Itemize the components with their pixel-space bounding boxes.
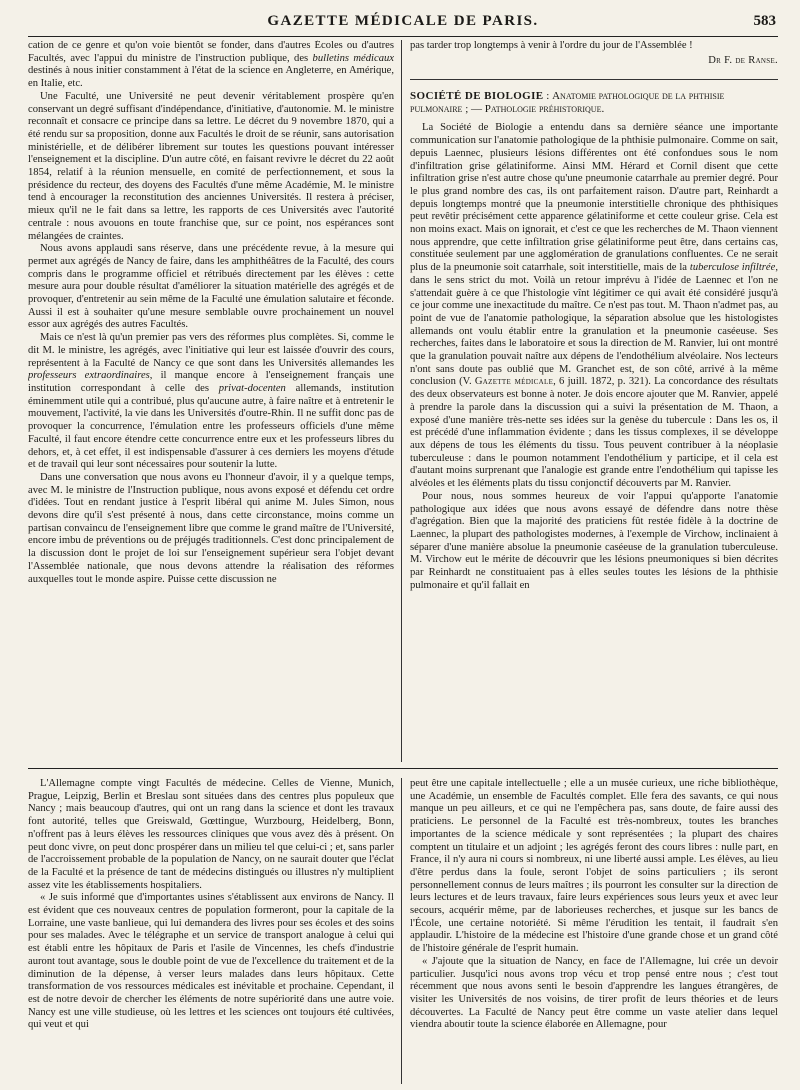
column-bottom-left: [28, 778, 394, 1084]
italic-term: privat-docenten: [218, 382, 286, 394]
paragraph: Pour nous, nous sommes heureux de voir l'appui qu'apporte l'anatomie pathologique aux idées que nous avons essayé de défendre dans notre thèse d'agrégation. Bien que la majorité des praticiens fût restée fidèle à la doctrine de Laennec, la plupart des pathologistes modernes, à l'exemple de Virchow, inclinaient à séparer d'une manière absolue la pneumonie caséeuse de la granulation tuberculeuse. M. Virchow eut le mérite de découvrir que les lésions pneumoniques si bien décrites par Reinhardt ne constituaient pas à elles seules toutes les lésions de la phthisie pulmonaire et qu'il fallait en: [410, 490, 778, 591]
column-top-left: [28, 40, 394, 764]
column-top-right: [410, 40, 778, 764]
running-header: [28, 10, 778, 37]
section-title: SOCIÉTÉ DE BIOLOGIE: [410, 90, 544, 103]
italic-term: professeurs extraordinaires: [28, 370, 150, 382]
column-bottom-right: [410, 778, 778, 1084]
paragraph: cation de ce genre et qu'on voie bientôt se fonder, dans d'autres Écoles ou d'autres Facultés, avec l'appui du ministre de l'instruction publique, des bulletins médicaux destinés à nous initier constamment à l'état de la science en Angleterre, en Amérique, en Italie, etc.: [28, 40, 394, 90]
journal-citation: Gazette médicale: [474, 376, 554, 388]
section-separator: [410, 79, 778, 80]
paragraph: Nous avons applaudi sans réserve, dans une précédente revue, à la mesure qui permet aux agrégés de Nancy de faire, dans les amphithéâtres de la Faculté, des cours compris dans le programme officiel et rétribués directement par les élèves : cette mesure aura pour double résultat d'améliorer la situation matérielle des agrégés et de provoquer, d'entretenir au sein même de la Faculté une émulation salutaire et féconde. Aussi il est à souhaiter qu'une mesure semblable ouvre prochainement un nouvel essor aux agrégés des autres Facultés.: [28, 243, 394, 331]
section-subtitle: Anatomie pathologique de la phthisie pulmonaire ; — Pathologie préhistorique.: [410, 90, 725, 116]
italic-term: bulletins médicaux: [312, 52, 394, 64]
author-signature: Dr F. de Ranse.: [708, 54, 778, 66]
paragraph: peut être une capitale intellectuelle ; elle a un musée curieux, une riche bibliothèque, une Académie, un ensemble de Facultés complet. Elle fera des savants, ce qui nous manque un peu ailleurs, et ce qui ne l'empêchera pas, sans doute, de faire aussi des praticiens. Le personnel de la Faculté est très-nombreux, toutes les branches importantes de la science médicale y sont représentées ; la plupart des chaires comptent un titulaire et un adjoint ; les agrégés feront des cours libres : nulle part, en France, il n'y aura ni cours si nombreux, ni une liberté aussi ample. Les élèves, au lieu d'être perdus dans la foule, seront l'objet de soins particuliers ; ils seront personnellement connus de leurs maîtres ; ils pourront les consulter sur la direction de leurs lectures et de leurs travaux, faire leurs expériences sous leurs yeux et avec leur secours, acquérir même, par de laborieuses recherches, et jusque sur les bancs de l'École, une certaine notoriété. Si même l'érudition les tentait, il faudrait s'en applaudir. L'histoire de la médecine est l'histoire d'une grande chose et un grand côté de l'histoire générale de l'esprit humain.: [410, 778, 778, 955]
paragraph: Mais ce n'est là qu'un premier pas vers des réformes plus complètes. Si, comme le dit M. le ministre, les agrégés, avec l'initiative qui leur est laissée d'ouvrir des cours, représentent à la Faculté de Nancy ce que sont dans les Universités allemandes les professeurs extraordinaires, il manque encore à l'enseignement français une institution correspondant à celle des privat-docenten allemands, institution éminemment utile qui a contribué, plus qu'aucune autre, à faire naître et à entretenir le mouvement, l'activité, la vie dans les Universités d'outre-Rhin. Il ne suffit donc pas de provoquer la concurrence, l'émulation entre les professeurs officiels d'une même Faculté, il faut encore étendre cette concurrence entre eux et les professeurs libres du dehors, et, à cet effet, il est indispensable d'assurer à ces derniers les moyens d'étude et de travail qui leur sont nécessaires pour soutenir la lutte.: [28, 332, 394, 471]
paragraph: pas tarder trop longtemps à venir à l'ordre du jour de l'Assemblée !: [410, 40, 693, 51]
paragraph: « Je suis informé que d'importantes usines s'établissent aux environs de Nancy. Il est évident que ces nouveaux centres de population formeront, pour la capitale de la Lorraine, une vaste banlieue, qui lui demandera des livres pour ses écoles et des soins pour ses malades. Avec le télégraphe et un service de transport analogue à celui qui est établi entre les hôpitaux de Paris et l'asile de Vincennes, les chefs d'industrie auront tout avantage, sous le double point de vue de l'excellence du traitement et de la diminution de la dépense, à verser leurs malades dans leurs hôpitaux. Cette transformation de vos ressources médicales est inévitable et prochaine. Cependant, il est de notre devoir de chercher les éléments de notre supériorité dans une autre voie. Nancy est une ville studieuse, où les lettres et les sciences ont toujours été cultivées, qui veut et qui: [28, 892, 394, 1031]
section-heading: SOCIÉTÉ DE BIOLOGIE : Anatomie pathologique de la phthisie pulmonaire ; — Pathologie préhistorique.: [410, 90, 725, 116]
paragraph: Une Faculté, une Université ne peut devenir véritablement prospère qu'en conservant un degré suffisant d'indépendance, d'initiative, d'autonomie. M. le ministre reconnaît et consacre ce principe dans sa lettre. Le décret du 9 novembre 1870, qui a été rendu sur sa proposition, donne aux Facultés le droit de se réunir, sans autorisation ministérielle, et de délibérer librement sur toutes les questions pouvant intéresser l'enseignement et la discipline. D'un autre côté, en faisant revivre le décret du 22 août 1854, relatif à la réunion mensuelle, en comité de perfectionnement, et sous la présidence du recteur, des doyens des Facultés d'une même Académie, M. le ministre tend à encourager la reconstitution des anciennes Universités. Il restera à préciser, mieux qu'il ne le fait dans sa lettre, les rapports de ces Universités avec l'autorité centrale : nous avouons en toute franchise que, sur ce point, nos espérances sont mélangées de craintes.: [28, 90, 394, 242]
page-number: 583: [753, 13, 776, 29]
paragraph: La Société de Biologie a entendu dans sa dernière séance une importante communication sur l'anatomie pathologique de la phthisie pulmonaire. Comme on sait, depuis Laennec, plusieurs lésions différentes ont été confondues sous le nom d'infiltration grise gélatiniforme. Ainsi MM. Hérard et Cornil disent que cette infiltration grise n'est autre chose qu'une pneumonie catarrhale au premier degré. Pour le plus grand nombre des cas, ils ont parfaitement raison. D'autre part, Reinhardt a depuis longtemps montré que la pneumonie interstitielle chronique des phthisiques peut revêtir précisément cette apparence gélatiniforme et cette couleur grise. Cela est non moins exact. Mais on ignorait, et c'est ce que les recherches de M. Thaon viennent nous apprendre, que cette infiltration grise gélatiniforme peut être, dans certains cas, constituée seulement par une agglomération de granulations confluentes. Ce ne serait plus de la pneumonie soit catarrhale, soit interstitielle, mais de la tuberculose infiltrée, dans le sens strict du mot. Voilà un retour imprévu à l'idée de Laennec et l'on ne s'attendait guère à ce que l'histologie vînt légitimer ce qui avait été considéré jusqu'à ce jour comme une inexactitude du maître. Ce n'est pas tout. M. Thaon n'admet pas, au point de vue de l'anatomie pathologique, la séparation absolue que les histologistes allemands ont voulu établir entre la granulation et la pneumonie caséeuse. Ses recherches, faites dans le laboratoire et sous la direction de M. Ranvier, lui ont montré que la granulation pouvait naître aux dépens de l'endothélium alvéolaire. Nos lecteurs n'ont sans doute pas oublié que M. Granchet est, de son côté, arrivé à la même conclusion (V. Gazette médicale, 6 juill. 1872, p. 321). La concordance des résultats des deux observateurs est bonne à noter. Je dois encore ajouter que M. Ranvier, appelé à prendre la parole dans la discussion qui a suivi la présentation de M. Thaon, a exposé d'une manière très-nette ses idées sur la genèse du tubercule : Dans les os, il est précédé d'une inflammation évidente ; dans les tissus complexes, il se développe aux dépens de tous les éléments du tissu. Tous peuvent contribuer à la néoplasie tuberculeuse : dans le poumon notamment l'endothélium y participe, et il cela est d'autant moins surprenant que l'analogie est grande entre l'endothélium qui tapisse les alvéoles et les éléments plats du tissu conjonctif découverts par M. Ranvier.: [410, 122, 778, 490]
column-divider: [401, 778, 402, 1084]
journal-title: GAZETTE MÉDICALE DE PARIS.: [267, 13, 539, 29]
italic-term: tuberculose infiltrée: [689, 262, 776, 274]
horizontal-rule: [28, 768, 778, 769]
paragraph: Dans une conversation que nous avons eu l'honneur d'avoir, il y a quelque temps, avec M. le ministre de l'Instruction publique, nous avons exposé et défendu cet ordre d'idées. Tout en rendant justice à l'esprit libéral qui anime M. Jules Simon, nous devons dire qu'il s'est présenté à nous, dans cette circonstance, moins comme un partisan convaincu de l'enseignement libre que comme le grand maître de l'Université, encore imbu de préventions ou de préjugés traditionnels. C'est donc principalement de la discussion dont le projet de loi sur l'enseignement supérieur sera l'objet devant l'Assemblée nationale, que nous devons attendre la réalisation des réformes auxquelles tout le monde aspire. Puisse cette discussion ne: [28, 471, 394, 585]
paragraph: L'Allemagne compte vingt Facultés de médecine. Celles de Vienne, Munich, Prague, Leipzig, Berlin et Breslau sont situées dans des centres plus populeux que Nancy ; mais beaucoup d'autres, qui ont un rang dans la science et dont les travaux font autorité, telles que Greiswald, Gœttingue, Wurzbourg, Heidelberg, Bonn, n'offrent pas à leurs élèves les ressources cliniques que vous avez dès à présent. On peut donc vivre, on peut donc prospérer dans un milieu tel que celui-ci ; et, sans parler de l'accroissement probable de la population de Nancy, on ne saurait douter que l'éclat de la Faculté et la présence de tant de médecins distingués ou illustres n'y multiplient assez vite les établissements hospitaliers.: [28, 778, 394, 891]
column-divider: [401, 40, 402, 762]
paragraph: « J'ajoute que la situation de Nancy, en face de l'Allemagne, lui crée un devoir particulier. Jusqu'ici nous avons trop vécu et trop pensé entre nous ; c'est tout récemment que nous avons senti le besoin d'apprendre les langues étrangères, de visiter les Universités de nos voisins, de tirer profit de leurs théories et de leurs découvertes. La Faculté de Nancy peut être comme un vaste atelier dans lequel viendra aboutir toute la science élaborée en Allemagne, pour: [410, 955, 778, 1031]
